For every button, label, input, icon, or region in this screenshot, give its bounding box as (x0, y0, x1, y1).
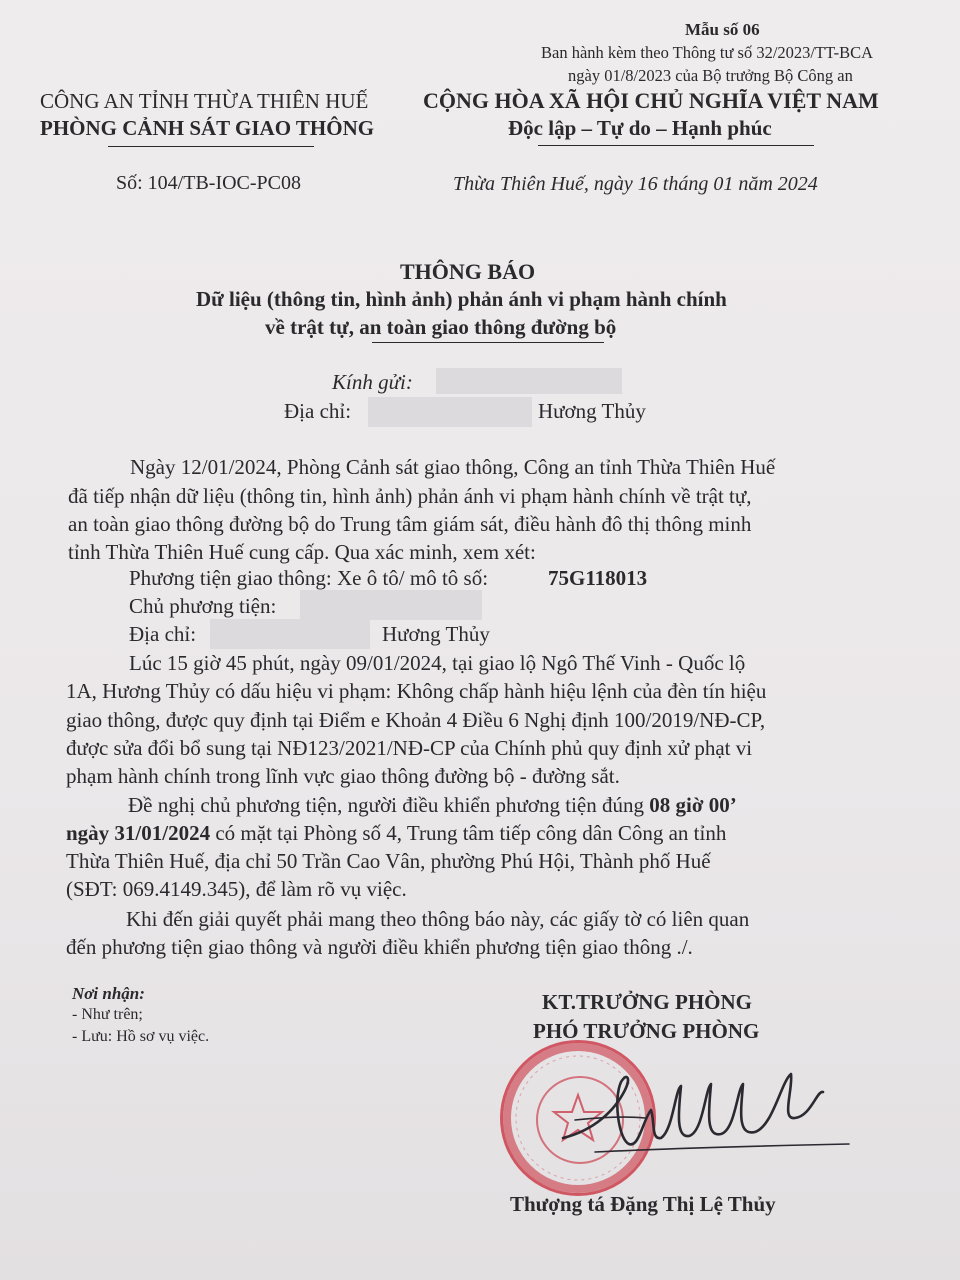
agency-name: CÔNG AN TỈNH THỪA THIÊN HUẾ (40, 89, 369, 113)
redacted-owner-address (210, 619, 370, 649)
recipient-address-suffix: Hương Thủy (538, 399, 646, 423)
owner-address-suffix: Hương Thủy (382, 622, 490, 646)
redacted-recipient (436, 368, 622, 394)
sign-title-1: KT.TRƯỞNG PHÒNG (542, 990, 752, 1014)
owner-address-label: Địa chỉ: (129, 622, 197, 646)
form-issued-line2: ngày 01/8/2023 của Bộ trưởng Bộ Công an (568, 66, 853, 85)
body-p4-line1: Khi đến giải quyết phải mang theo thông báo này, các giấy tờ có liên quan (126, 907, 750, 931)
recipients-item-1: - Như trên; (72, 1006, 143, 1023)
nation-title: CỘNG HÒA XÃ HỘI CHỦ NGHĨA VIỆT NAM (423, 88, 879, 113)
body-p3-line3: Thừa Thiên Huế, địa chỉ 50 Trần Cao Vân, phường Phú Hội, Thành phố Huế (66, 849, 711, 873)
body-p2-line1: Lúc 15 giờ 45 phút, ngày 09/01/2024, tại giao lộ Ngô Thế Vinh - Quốc lộ (129, 651, 746, 675)
national-motto: Độc lập – Tự do – Hạnh phúc (508, 116, 772, 140)
form-number: Mẫu số 06 (685, 20, 760, 39)
vehicle-label: Phương tiện giao thông: Xe ô tô/ mô tô số: (129, 566, 489, 590)
appointment-date: ngày 31/01/2024 (66, 821, 211, 845)
motto-underline (538, 145, 814, 146)
recipients-label: Nơi nhận: (72, 984, 145, 1003)
body-p3-line4: (SĐT: 069.4149.345), để làm rõ vụ việc. (66, 877, 407, 901)
body-p2-line4: được sửa đổi bổ sung tại NĐ123/2021/NĐ-CP của Chính phủ quy định xử phạt vi (66, 736, 753, 760)
department-name: PHÒNG CẢNH SÁT GIAO THÔNG (40, 116, 375, 140)
notice-subtitle-1: Dữ liệu (thông tin, hình ảnh) phản ánh vi phạm hành chính (196, 287, 727, 311)
sign-title-2: PHÓ TRƯỞNG PHÒNG (533, 1019, 760, 1043)
recipient-address-label: Địa chỉ: (284, 399, 352, 423)
body-p3-line1-text: Đề nghị chủ phương tiện, người điều khiển phương tiện đúng (128, 793, 650, 817)
body-p3-line2 (66, 823, 726, 844)
body-p1-line3: an toàn giao thông đường bộ do Trung tâm giám sát, điều hành đô thị thông minh (68, 512, 752, 536)
document-number: Số: 104/TB-IOC-PC08 (116, 172, 302, 194)
place-date: Thừa Thiên Huế, ngày 16 tháng 01 năm 2024 (453, 173, 818, 195)
recipients-item-2: - Lưu: Hồ sơ vụ việc. (72, 1028, 210, 1045)
body-p3-line2-text: có mặt tại Phòng số 4, Trung tâm tiếp công dân Công an tỉnh (210, 821, 727, 845)
body-p2-line5: phạm hành chính trong lĩnh vực giao thông đường bộ - đường sắt. (66, 764, 620, 788)
appointment-time: 08 giờ 00’ (649, 793, 737, 817)
title-underline (372, 342, 604, 343)
body-p1-line2: đã tiếp nhận dữ liệu (thông tin, hình ảnh) phản ánh vi phạm hành chính về trật tự, (68, 484, 752, 508)
vehicle-plate: 75G118013 (548, 566, 648, 590)
body-p1-line4: tỉnh Thừa Thiên Huế cung cấp. Qua xác minh, xem xét: (68, 540, 536, 564)
body-p2-line3: giao thông, được quy định tại Điểm e Khoản 4 Điều 6 Nghị định 100/2019/NĐ-CP, (66, 708, 766, 732)
redacted-recipient-address (368, 397, 532, 427)
owner-label: Chủ phương tiện: (129, 594, 277, 618)
body-p3-line1 (128, 795, 737, 816)
recipient-label: Kính gửi: (332, 370, 413, 394)
redacted-owner (300, 590, 482, 620)
body-p2-line2: 1A, Hương Thủy có dấu hiệu vi phạm: Không chấp hành hiệu lệnh của đèn tín hiệu (66, 679, 767, 703)
signer-name: Thượng tá Đặng Thị Lệ Thủy (510, 1192, 776, 1216)
notice-subtitle-2: về trật tự, an toàn giao thông đường bộ (265, 315, 617, 339)
body-p4-line2: đến phương tiện giao thông và người điều khiển phương tiện giao thông ./. (66, 935, 693, 959)
body-p1-line1: Ngày 12/01/2024, Phòng Cảnh sát giao thông, Công an tỉnh Thừa Thiên Huế (130, 455, 776, 479)
form-issued-line1: Ban hành kèm theo Thông tư số 32/2023/TT-BCA (541, 43, 874, 62)
handwritten-signature (555, 1060, 855, 1170)
department-underline (108, 146, 314, 147)
notice-title: THÔNG BÁO (400, 259, 536, 284)
